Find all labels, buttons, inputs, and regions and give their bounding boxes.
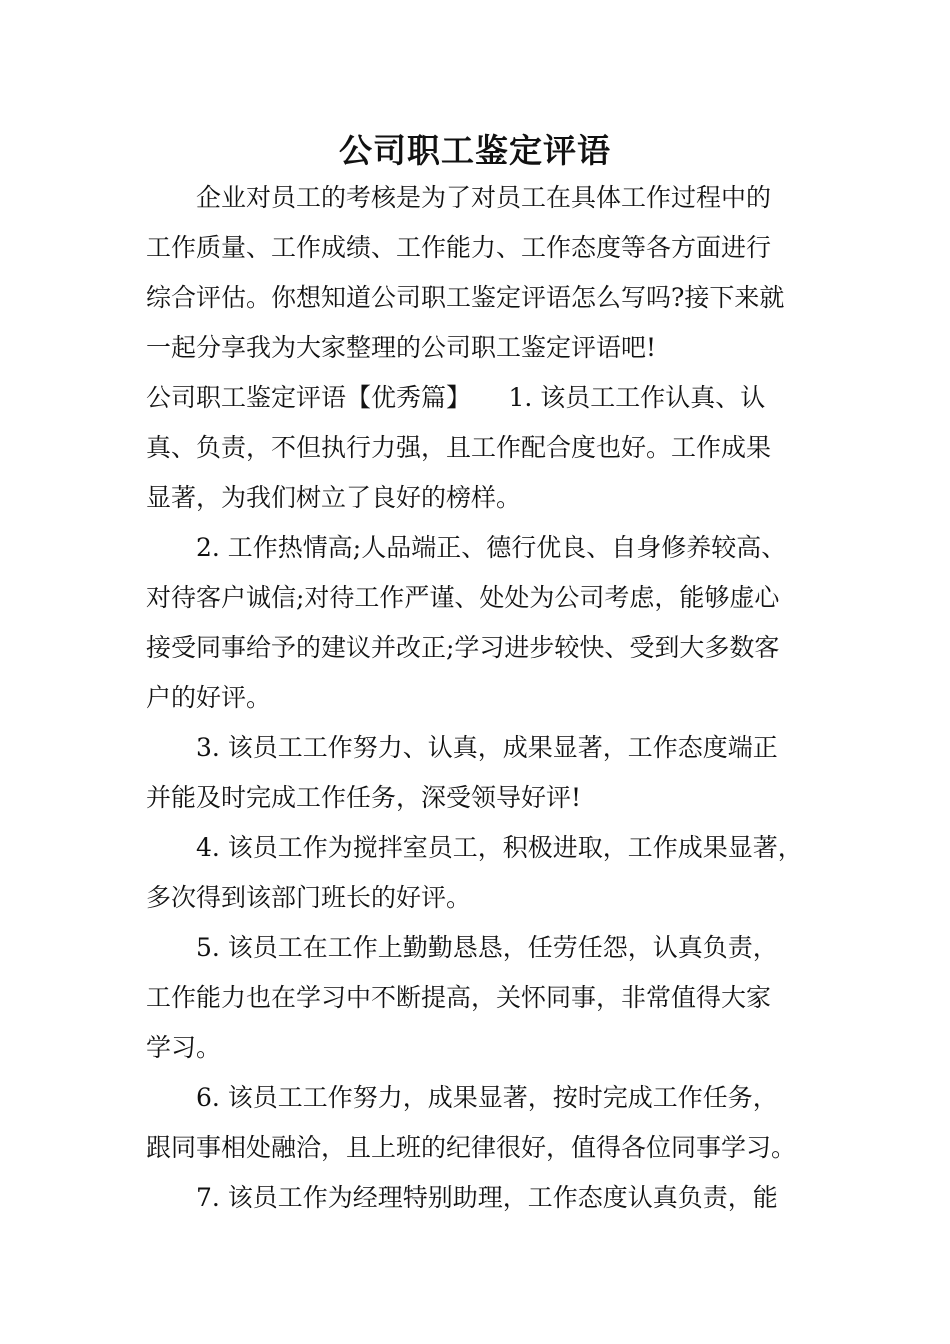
paragraph-line: 企业对员工的考核是为了对员工在具体工作过程中的	[196, 183, 772, 212]
section-heading-line: 公司职工鉴定评语【优秀篇】 1. 该员工工作认真、认	[146, 383, 766, 412]
list-item-line: 学习。	[146, 1033, 222, 1062]
paragraph-line: 工作质量、工作成绩、工作能力、工作态度等各方面进行	[146, 233, 772, 262]
list-item-line: 5. 该员工在工作上勤勤恳恳，任劳任怨，认真负责，	[196, 933, 778, 962]
list-item-line: 户的好评。	[146, 683, 272, 712]
list-item-line: 2. 工作热情高;人品端正、德行优良、自身修养较高、	[196, 533, 787, 562]
list-item-line: 工作能力也在学习中不断提高，关怀同事，非常值得大家	[146, 983, 772, 1012]
paragraph-line: 真、负责，不但执行力强，且工作配合度也好。工作成果	[146, 433, 772, 462]
paragraph-line: 显著，为我们树立了良好的榜样。	[146, 483, 522, 512]
list-item-line: 6. 该员工工作努力，成果显著，按时完成工作任务，	[196, 1083, 778, 1112]
list-item-line: 4. 该员工作为搅拌室员工，积极进取，工作成果显著，	[196, 833, 803, 862]
list-item-line: 跟同事相处融洽，且上班的纪律很好，值得各位同事学习。	[146, 1133, 797, 1162]
paragraph-line: 一起分享我为大家整理的公司职工鉴定评语吧!	[146, 333, 657, 362]
list-item-line: 7. 该员工作为经理特别助理，工作态度认真负责，能	[196, 1183, 778, 1212]
list-item-line: 接受同事给予的建议并改正;学习进步较快、受到大多数客	[146, 633, 780, 662]
list-item-line: 3. 该员工工作努力、认真，成果显著，工作态度端正	[196, 733, 778, 762]
document-title: 公司职工鉴定评语	[339, 131, 611, 170]
paragraph-line: 综合评估。你想知道公司职工鉴定评语怎么写吗?接下来就	[146, 283, 785, 312]
list-item-line: 并能及时完成工作任务，深受领导好评!	[146, 783, 582, 812]
list-item-line: 对待客户诚信;对待工作严谨、处处为公司考虑，能够虚心	[146, 583, 780, 612]
list-item-line: 多次得到该部门班长的好评。	[146, 883, 472, 912]
